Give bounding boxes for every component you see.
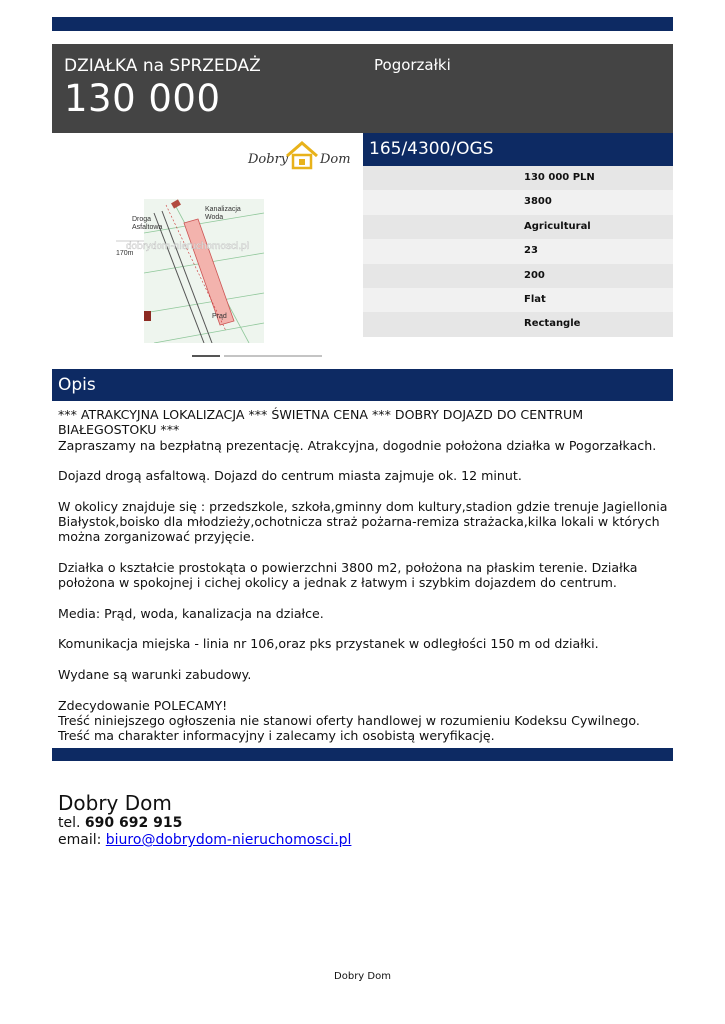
desc-paragraph: W okolicy znajduje się : przedszkole, szkoła,gminny dom kultury,stadion gdzie trenuje Jagiellonia Białystok,boisko dla młodzieży,ochotnicza straż pożarna-remiza strażacka,kilka lokali w których można zorganizować przyjęcie. [58, 498, 668, 545]
description-heading: Opis [52, 369, 673, 401]
desc-paragraph: Działka o kształcie prostokąta o powierzchni 3800 m2, położona na płaskim terenie. Działka położona w spokojnej i cichej okolicy a jednak z łatwym i szybkim dojazdem do centrum. [58, 559, 638, 591]
email-link[interactable]: biuro@dobrydom-nieruchomosci.pl [105, 832, 352, 848]
bottom-accent-bar [52, 748, 673, 761]
listing-photo[interactable] [52, 133, 363, 369]
detail-area: 3800 [363, 190, 673, 214]
listing-reference: 165/4300/OGS [363, 133, 673, 166]
email-line [58, 832, 351, 849]
phone-number: 690 692 915 [84, 815, 183, 831]
top-accent-bar [52, 17, 673, 31]
email-label: email: [58, 832, 102, 848]
map-label-power: Prąd [212, 313, 227, 320]
map-label-road2: Asfaltowa [132, 224, 163, 231]
map-caption-decoration [192, 353, 322, 359]
listing-details-panel [363, 133, 673, 337]
map-label-water: Woda [205, 214, 224, 221]
plot-map-image [114, 193, 304, 343]
logo-text-right: Dom [320, 152, 351, 167]
desc-line: Zapraszamy na bezpłatną prezentację. Atrakcyjna, dogodnie położona działka w Pogorzałkach. [58, 437, 657, 453]
desc-paragraph: Media: Prąd, woda, kanalizacja na działce. [58, 605, 324, 621]
map-label-sewer: Kanalizacja [205, 206, 241, 213]
desc-paragraph: Dojazd drogą asfaltową. Dojazd do centrum miasta zajmuje ok. 12 minut. [58, 468, 522, 484]
listing-price: 130 000 [64, 77, 221, 120]
listing-location: Pogorzałki [374, 56, 451, 74]
desc-paragraph: Komunikacja miejska - linia nr 106,oraz pks przystanek w odległości 150 m od działki. [58, 636, 599, 652]
map-label-distance: 170m [116, 250, 134, 257]
description-text [58, 407, 668, 744]
detail-shape: Rectangle [363, 312, 673, 336]
detail-value-4: 23 [363, 239, 673, 263]
detail-plot-type: Agricultural [363, 215, 673, 239]
tel-label: tel. [58, 815, 81, 831]
map-label-road: Droga [132, 216, 152, 223]
phone-line [58, 815, 351, 832]
desc-line: *** ATRAKCYJNA LOKALIZACJA *** ŚWIETNA CENA *** DOBRY DOJAZD DO CENTRUM BIAŁEGOSTOKU *** [58, 407, 584, 438]
listing-header [52, 44, 673, 133]
map-watermark: dobrydom-nieruchomosci.pl [126, 241, 249, 252]
contact-block [58, 791, 351, 849]
detail-price: 130 000 PLN [363, 166, 673, 190]
house-logo-icon [284, 140, 320, 172]
page-footer: Dobry Dom [334, 971, 391, 982]
desc-paragraph: Zdecydowanie POLECAMY! [58, 697, 228, 713]
agency-name: Dobry Dom [58, 791, 172, 815]
detail-terrain: Flat [363, 288, 673, 312]
agency-logo [248, 140, 358, 176]
desc-line: Treść niniejszego ogłoszenia nie stanowi oferty handlowej w rozumieniu Kodeksu Cywilnego. Treść ma charakter informacyjny i zalecamy ich osobistą weryfikację. [58, 712, 640, 744]
logo-text-left: Dobry [248, 152, 289, 167]
desc-paragraph: Wydane są warunki zabudowy. [58, 667, 252, 683]
detail-value-5: 200 [363, 264, 673, 288]
offer-type: DZIAŁKA na SPRZEDAŻ [64, 56, 261, 76]
